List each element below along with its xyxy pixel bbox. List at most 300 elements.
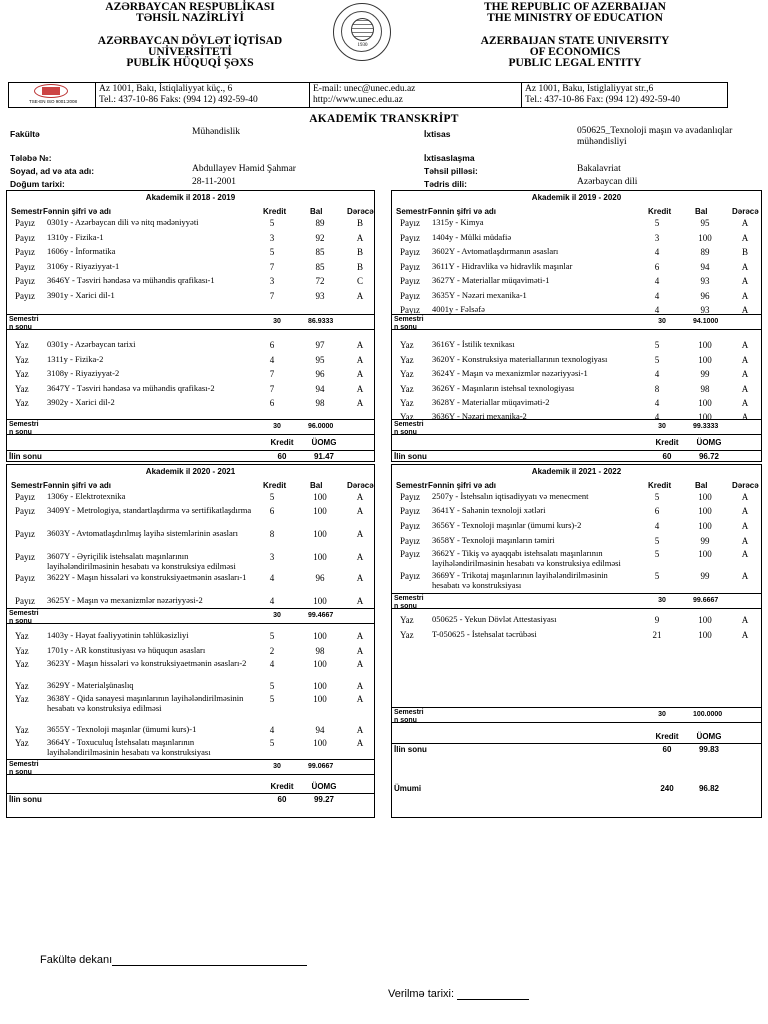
year-panel-2021-2022: [391, 464, 762, 818]
course-grade: A: [356, 552, 364, 562]
year-gpa: 91.47: [313, 452, 335, 461]
course-name: 3638Y - Qida sənayesi maşınlarının layihələndirilməsinin hesabatı və konstruksiya edilməsi: [47, 693, 244, 713]
semester-end-label: [9, 421, 39, 436]
semester-end-label: [394, 709, 424, 724]
semester-credit-total: 30: [658, 711, 666, 718]
course-credit: 2: [269, 646, 275, 656]
course-semester: Payız: [400, 536, 420, 546]
course-grade: A: [741, 412, 749, 422]
course-name: 1311y - Fizika-2: [47, 354, 104, 364]
course-semester: Payız: [400, 247, 420, 257]
year-gpa: 99.27: [313, 795, 335, 804]
course-score: 97: [315, 340, 325, 350]
course-credit: 6: [654, 506, 660, 516]
header-right-line4: OF ECONOMICS: [529, 46, 621, 58]
logo-caption: TSE-EN ISO 9001:2008: [28, 99, 78, 104]
course-score: 96: [315, 369, 325, 379]
course-credit: 4: [269, 573, 275, 583]
course-name: 3602Y - Avtomatlaşdırmanın əsasları: [432, 246, 559, 256]
header-right-line2: THE MINISTRY OF EDUCATION: [487, 12, 663, 24]
semester-average: 86.9333: [308, 318, 334, 325]
course-credit: 5: [654, 218, 660, 228]
course-grade: A: [741, 492, 749, 502]
course-credit: 7: [269, 262, 275, 272]
contact-website-link[interactable]: http://www.unec.edu.az: [313, 95, 403, 105]
course-name: 050625 - Yekun Dövlət Attestasiyası: [432, 614, 557, 624]
course-score: 100: [698, 492, 712, 502]
course-score: 100: [698, 615, 712, 625]
course-grade: A: [741, 291, 749, 301]
student-number-label: Tələbə №:: [10, 153, 52, 163]
course-semester: Yaz: [15, 646, 29, 656]
course-credit: 6: [269, 398, 275, 408]
course-grade: A: [356, 646, 364, 656]
course-name: 3611Y - Hidravlika və hidravlik maşınlar: [432, 261, 573, 271]
course-score: 99: [700, 571, 710, 581]
course-credit: 4: [654, 521, 660, 531]
course-score: 100: [698, 398, 712, 408]
course-score: 100: [698, 506, 712, 516]
overall-label: Ümumi: [394, 784, 422, 793]
course-semester: Payız: [400, 262, 420, 272]
year-credit-total: 60: [662, 745, 672, 754]
semester-end-label: [9, 761, 39, 776]
course-semester: Yaz: [400, 398, 414, 408]
header-right: [425, 2, 725, 69]
year-total-gpa-label: ÜOMG: [696, 732, 722, 741]
year-total-gpa-label: ÜOMG: [311, 438, 337, 447]
course-semester: Yaz: [400, 412, 414, 422]
year-total-credit-label: Kredit: [270, 782, 294, 791]
course-credit: 4: [654, 276, 660, 286]
course-credit: 8: [269, 529, 275, 539]
course-grade: A: [356, 233, 364, 243]
course-credit: 6: [654, 262, 660, 272]
year-total-divider: [7, 450, 374, 451]
course-score: 100: [313, 738, 327, 748]
course-name: 3636Y - Nəzəri mexanika-2: [432, 411, 527, 421]
course-grade: A: [356, 573, 364, 583]
course-semester: Yaz: [15, 738, 29, 748]
column-header-credit: Kredit: [648, 481, 672, 490]
course-name: 3625Y - Maşın və mexanizmlər nəzəriyyəsi-2: [47, 595, 203, 605]
year-end-label: İlin sonu: [9, 452, 42, 461]
semester-summary: [392, 419, 761, 435]
course-credit: 5: [269, 694, 275, 704]
course-grade: A: [356, 369, 364, 379]
course-credit: 4: [654, 398, 660, 408]
contact-email[interactable]: E-mail: unec@unec.edu.az: [313, 84, 416, 94]
course-score: 94: [700, 262, 710, 272]
course-grade: A: [741, 398, 749, 408]
course-name: 3626Y - Maşınların istehsal texnologiyası: [432, 383, 575, 393]
course-credit: 5: [269, 681, 275, 691]
course-grade: A: [741, 340, 749, 350]
contact-web: [309, 83, 521, 107]
course-score: 100: [313, 506, 327, 516]
dean-signature: [40, 954, 307, 966]
column-header-course: Fənnin şifri və adı: [43, 207, 112, 216]
course-name: 3669Y - Trikotaj maşınlarının layihələndirilməsinin hesabatı və konstruksiyası: [432, 570, 608, 590]
issue-date: [388, 988, 529, 1000]
course-credit: 5: [269, 218, 275, 228]
course-semester: Payız: [400, 571, 420, 581]
course-semester: Yaz: [15, 398, 29, 408]
course-score: 96: [315, 573, 325, 583]
semester-end-label-line2: n sonu: [9, 617, 32, 625]
course-grade: A: [356, 529, 364, 539]
year-panel-2018-2019: [6, 190, 375, 462]
header-left: [40, 2, 340, 69]
course-grade: A: [356, 659, 364, 669]
course-grade: A: [741, 305, 749, 315]
year-credit-total: 60: [662, 452, 672, 461]
contact-address-az-line1: Az 1001, Bakı, İstiqlaliyyət küç., 6: [99, 84, 233, 94]
semester-end-label-line2: n sonu: [9, 768, 32, 776]
course-grade: A: [741, 521, 749, 531]
course-grade: A: [741, 262, 749, 272]
year-total-credit-label: Kredit: [270, 438, 294, 447]
course-score: 89: [700, 247, 710, 257]
course-name: 1310y - Fizika-1: [47, 232, 104, 242]
course-semester: Yaz: [400, 340, 414, 350]
semester-average: 99.3333: [693, 423, 719, 430]
course-name: 4001y - Fəlsəfə: [432, 304, 485, 314]
course-credit: 4: [654, 247, 660, 257]
dean-label: Fakültə dekanı: [40, 954, 113, 966]
course-name: 3635Y - Nəzəri mexanika-1: [432, 290, 527, 300]
course-semester: Payız: [400, 218, 420, 228]
semester-credit-total: 30: [273, 763, 281, 770]
course-semester: Payız: [15, 596, 35, 606]
year-gpa: 96.72: [698, 452, 720, 461]
semester-average: 99.0667: [308, 763, 334, 770]
course-score: 100: [313, 529, 327, 539]
course-score: 98: [700, 384, 710, 394]
course-score: 95: [700, 218, 710, 228]
contact-address-az: [95, 83, 309, 107]
course-semester: Payız: [15, 291, 35, 301]
course-grade: A: [356, 694, 364, 704]
seal-year: 1930: [357, 43, 368, 48]
course-credit: 4: [654, 305, 660, 315]
certification-logo-icon: [12, 83, 94, 107]
semester-end-label-line2: n sonu: [394, 323, 417, 331]
course-score: 94: [315, 384, 325, 394]
education-level-value: Bakalavriat: [577, 164, 621, 174]
course-name: 3628Y - Materiallar müqaviməti-2: [432, 397, 550, 407]
semester-end-label-line1: Semestri: [9, 421, 39, 428]
course-semester: Yaz: [15, 369, 29, 379]
column-header-score: Bal: [310, 481, 323, 490]
course-semester: Yaz: [15, 659, 29, 669]
course-name: 1403y - Həyat fəaliyyətinin təhlükəsizliyi: [47, 630, 189, 640]
column-header-semester: Semestr: [11, 481, 43, 490]
specialty-label: İxtisas: [424, 129, 451, 139]
course-score: 100: [313, 492, 327, 502]
course-score: 92: [315, 233, 325, 243]
year-panel-2019-2020: [391, 190, 762, 462]
course-credit: 5: [654, 492, 660, 502]
course-name: 3655Y - Texnoloji maşınlar (ümumi kurs)-1: [47, 724, 197, 734]
semester-credit-total: 30: [273, 423, 281, 430]
year-total-divider: [392, 743, 761, 744]
course-score: 100: [313, 552, 327, 562]
course-grade: A: [741, 536, 749, 546]
course-score: 99: [700, 536, 710, 546]
course-score: 100: [698, 233, 712, 243]
semester-summary: [7, 759, 374, 775]
course-score: 99: [700, 369, 710, 379]
panel-title: Akademik il 2019 - 2020: [531, 193, 622, 202]
course-semester: Payız: [15, 552, 35, 562]
contact-address-az-line2: Tel.: 437-10-86 Faks: (994 12) 492-59-40: [99, 95, 258, 105]
semester-summary: [392, 707, 761, 723]
column-header-semester: Semestr: [396, 481, 428, 490]
course-semester: Yaz: [400, 355, 414, 365]
course-name: 0301y - Azərbaycan dili və nitq mədəniyyəti: [47, 217, 199, 227]
course-semester: Yaz: [15, 694, 29, 704]
course-name: 3656Y - Texnoloji maşınlar (ümumi kurs)-2: [432, 520, 582, 530]
course-grade: B: [356, 262, 363, 272]
course-semester: Payız: [400, 233, 420, 243]
course-grade: A: [356, 681, 364, 691]
course-grade: A: [741, 384, 749, 394]
specialty-value: 050625_Texnoloji maşın və avadanlıqlar mühəndisliyi: [577, 126, 733, 147]
course-grade: A: [741, 233, 749, 243]
course-score: 98: [315, 646, 325, 656]
birth-date-label: Doğum tarixi:: [10, 179, 65, 189]
semester-summary: [7, 314, 374, 330]
course-credit: 21: [652, 630, 662, 640]
course-name: 3902y - Xarici dil-2: [47, 397, 115, 407]
course-semester: Payız: [15, 276, 35, 286]
header-left-line3: AZƏRBAYCAN DÖVLƏT İQTİSAD: [97, 35, 283, 47]
course-score: 93: [700, 276, 710, 286]
course-name: 3607Y - Əyriçilik istehsalatı maşınlarının layihələndirilməsinin hesabatı və konstruksiya edilməsi: [47, 551, 236, 571]
course-credit: 5: [654, 571, 660, 581]
course-credit: 4: [654, 412, 660, 422]
course-name: 1306y - Elektrotexnika: [47, 491, 126, 501]
course-score: 85: [315, 247, 325, 257]
course-score: 89: [315, 218, 325, 228]
course-credit: 5: [269, 247, 275, 257]
course-semester: Yaz: [15, 631, 29, 641]
course-grade: A: [741, 549, 749, 559]
semester-average: 94.1000: [693, 318, 719, 325]
course-semester: Payız: [400, 492, 420, 502]
course-name: 1315y - Kimya: [432, 217, 484, 227]
course-score: 100: [313, 596, 327, 606]
course-score: 100: [698, 521, 712, 531]
course-score: 98: [315, 398, 325, 408]
year-panel-2020-2021: [6, 464, 375, 818]
course-score: 100: [698, 355, 712, 365]
course-name: 3901y - Xarici dil-1: [47, 290, 115, 300]
course-grade: A: [741, 218, 749, 228]
semester-end-label: [394, 316, 424, 331]
course-name: 3662Y - Tikiş və ayaqqabı istehsalatı maşınlarının layihələndirilməsinin hesabatı və konstruksiya edilməsi: [432, 548, 621, 568]
course-grade: B: [741, 247, 748, 257]
course-name: 3641Y - Sahənin texnoloji xətləri: [432, 505, 546, 515]
semester-credit-total: 30: [658, 423, 666, 430]
course-semester: Yaz: [15, 340, 29, 350]
issue-date-label: Verilmə tarixi:: [388, 988, 455, 1000]
course-semester: Payız: [15, 262, 35, 272]
semester-credit-total: 30: [658, 318, 666, 325]
course-name: 3664Y - Toxuculuq İstehsalatı maşınlarının layihələndirilməsinin hesabatı və konstruksiyası: [47, 737, 211, 757]
course-credit: 7: [269, 369, 275, 379]
course-grade: A: [741, 355, 749, 365]
course-score: 100: [313, 659, 327, 669]
course-score: 94: [315, 725, 325, 735]
course-credit: 4: [654, 369, 660, 379]
column-header-credit: Kredit: [263, 207, 287, 216]
semester-end-label-line2: n sonu: [9, 428, 32, 436]
course-name: 3646Y - Təsviri həndəsə və mühəndis qrafikası-1: [47, 275, 215, 285]
year-end-label: İlin sonu: [394, 745, 427, 754]
semester-end-label: [394, 421, 424, 436]
semester-summary: [7, 419, 374, 435]
course-credit: 5: [654, 355, 660, 365]
contact-strip: [8, 82, 728, 108]
course-grade: C: [356, 276, 363, 286]
course-semester: Payız: [400, 521, 420, 531]
course-score: 96: [700, 291, 710, 301]
course-name: 3409Y - Metrologiya, standartlaşdırma və sertifikatlaşdırma: [47, 505, 252, 515]
course-grade: A: [356, 340, 364, 350]
column-header-score: Bal: [695, 481, 708, 490]
course-grade: A: [741, 571, 749, 581]
course-name: 3620Y - Konstruksiya materiallarının texnologiyası: [432, 354, 608, 364]
course-semester: Payız: [15, 233, 35, 243]
semester-end-label-line1: Semestri: [9, 761, 39, 768]
course-credit: 5: [269, 492, 275, 502]
course-name: 1404y - Mülki müdafiə: [432, 232, 512, 242]
course-semester: Yaz: [15, 355, 29, 365]
column-header-credit: Kredit: [263, 481, 287, 490]
course-semester: Payız: [15, 218, 35, 228]
course-credit: 4: [269, 355, 275, 365]
course-credit: 4: [269, 596, 275, 606]
course-score: 95: [315, 355, 325, 365]
course-semester: Yaz: [400, 615, 414, 625]
year-credit-total: 60: [277, 795, 287, 804]
course-name: 3627Y - Materiallar müqaviməti-1: [432, 275, 550, 285]
course-semester: Payız: [400, 276, 420, 286]
course-credit: 3: [654, 233, 660, 243]
column-header-course: Fənnin şifri və adı: [43, 481, 112, 490]
semester-end-label-line1: Semestri: [394, 316, 424, 323]
semester-end-label: [9, 316, 39, 331]
course-name: T-050625 - İstehsalat təcrübəsi: [432, 629, 537, 639]
course-name: 3647Y - Təsviri həndəsə və mühəndis qrafikası-2: [47, 383, 215, 393]
course-credit: 6: [269, 340, 275, 350]
course-score: 100: [313, 681, 327, 691]
semester-credit-total: 30: [273, 612, 281, 619]
course-grade: A: [356, 291, 364, 301]
semester-end-label: [9, 610, 39, 625]
course-grade: A: [741, 276, 749, 286]
column-header-course: Fənnin şifri və adı: [428, 207, 497, 216]
year-gpa: 99.83: [698, 745, 720, 754]
faculty-label: Fakültə: [10, 129, 40, 139]
faculty-value: Mühəndislik: [192, 127, 241, 137]
course-semester: Yaz: [400, 369, 414, 379]
year-total-credit-label: Kredit: [655, 732, 679, 741]
birth-date-value: 28-11-2001: [192, 177, 236, 187]
course-name: 3658Y - Texnoloji maşınların təmiri: [432, 535, 555, 545]
course-grade: A: [356, 506, 364, 516]
column-header-course: Fənnin şifri və adı: [428, 481, 497, 490]
course-score: 72: [315, 276, 325, 286]
panel-title: Akademik il 2018 - 2019: [145, 193, 236, 202]
course-name: 1606y - İnformatika: [47, 246, 116, 256]
semester-end-label-line1: Semestri: [394, 421, 424, 428]
course-name: 3108y - Riyaziyyat-2: [47, 368, 120, 378]
course-name: 0301y - Azərbaycan tarixi: [47, 339, 136, 349]
course-score: 100: [698, 412, 712, 422]
course-credit: 4: [269, 725, 275, 735]
semester-average: 96.0000: [308, 423, 334, 430]
course-grade: A: [356, 384, 364, 394]
education-level-label: Təhsil pilləsi:: [424, 166, 478, 176]
column-header-grade: Dərəcə: [732, 481, 759, 490]
course-semester: Payız: [15, 529, 35, 539]
course-grade: A: [356, 631, 364, 641]
course-credit: 4: [654, 291, 660, 301]
university-seal-icon: [333, 3, 391, 61]
course-score: 93: [315, 291, 325, 301]
year-total-divider: [7, 793, 374, 794]
issue-date-line: [457, 990, 529, 1000]
course-score: 93: [700, 305, 710, 315]
course-credit: 3: [269, 233, 275, 243]
course-credit: 5: [269, 631, 275, 641]
course-name: 3624Y - Maşın və mexanizmlər nəzəriyyəsi-1: [432, 368, 588, 378]
column-header-grade: Dərəcə: [347, 481, 374, 490]
header-right-line5: PUBLIC LEGAL ENTITY: [508, 57, 642, 69]
course-grade: A: [356, 492, 364, 502]
column-header-score: Bal: [310, 207, 323, 216]
panel-title: Akademik il 2021 - 2022: [531, 467, 622, 476]
semester-end-label: [394, 595, 424, 610]
course-semester: Payız: [15, 573, 35, 583]
overall-gpa: 96.82: [698, 784, 720, 793]
course-score: 100: [313, 631, 327, 641]
header-right-line1: THE REPUBLIC OF AZERBAIJAN: [483, 1, 666, 13]
course-grade: A: [356, 596, 364, 606]
course-semester: Yaz: [15, 725, 29, 735]
course-semester: Payız: [400, 305, 420, 315]
full-name-value: Abdullayev Həmid Şahmar: [192, 164, 296, 174]
dean-signature-line: [112, 956, 307, 966]
course-credit: 5: [654, 536, 660, 546]
course-credit: 7: [269, 384, 275, 394]
year-total-gpa-label: ÜOMG: [696, 438, 722, 447]
contact-address-en: [521, 83, 727, 107]
header-left-line4: UNİVERSİTETİ: [148, 46, 232, 58]
year-total-credit-label: Kredit: [655, 438, 679, 447]
semester-average: 100.0000: [693, 711, 723, 718]
course-grade: A: [741, 506, 749, 516]
specialization-label: İxtisaslaşma: [424, 153, 475, 163]
course-name: 3623Y - Maşın hissələri və konstruksiyaetmənin əsasları-2: [47, 658, 247, 668]
semester-credit-total: 30: [658, 597, 666, 604]
course-grade: B: [356, 218, 363, 228]
semester-end-label-line2: n sonu: [394, 428, 417, 436]
course-score: 100: [698, 630, 712, 640]
